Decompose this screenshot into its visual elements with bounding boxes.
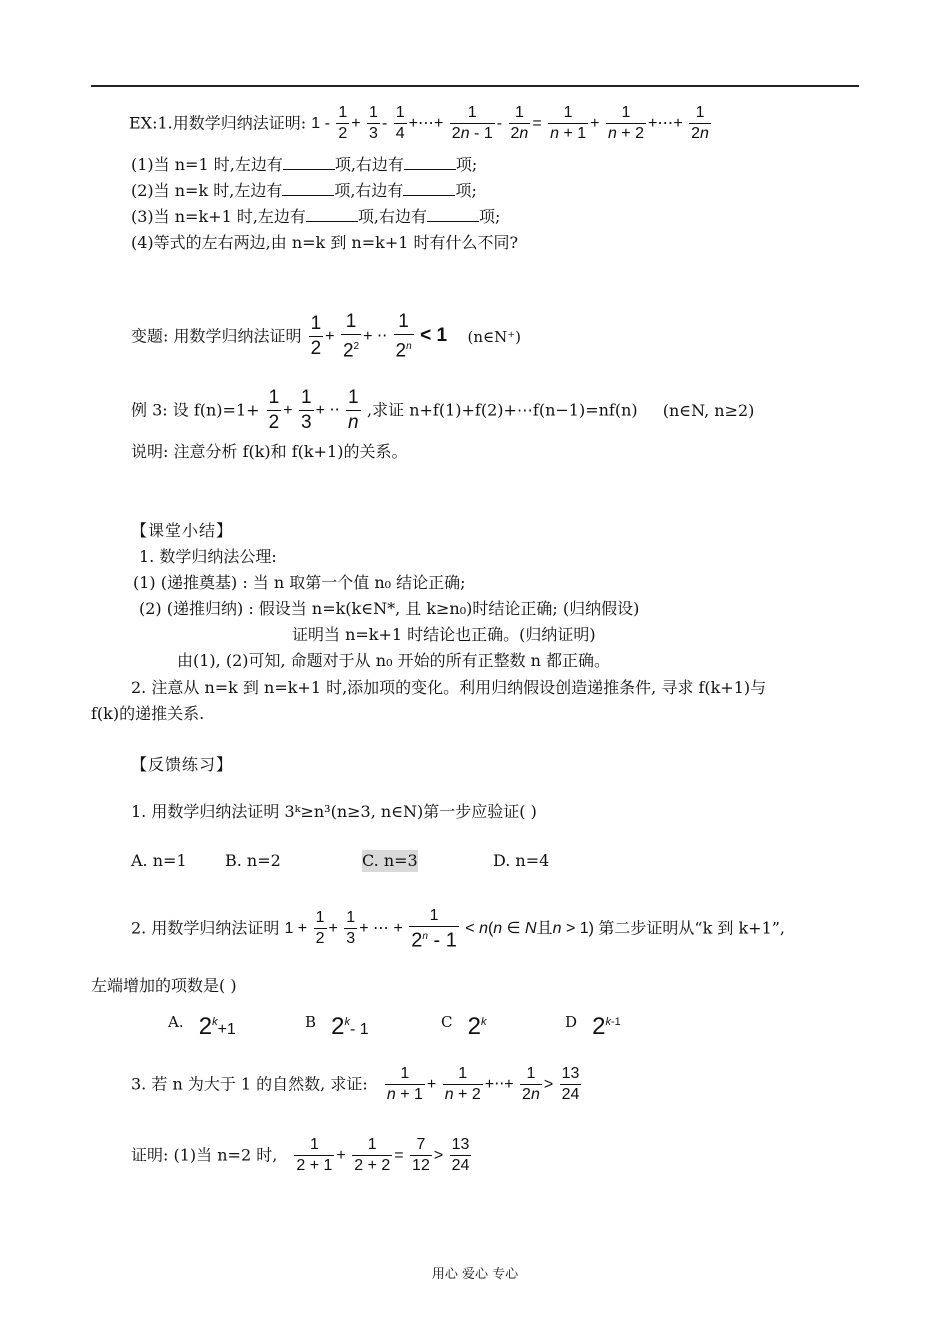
- q2-option-b: B 2$^k$- 1: [305, 1013, 369, 1040]
- page-footer: 用心 爱心 专心: [431, 1267, 519, 1282]
- q2-option-a: A. $2^k+1$: [168, 1013, 236, 1040]
- ex1-item-1: (1)当 n=1 时,左边有 项,右边有 项;: [131, 155, 478, 174]
- feedback-q1: 1. 用数学归纳法证明 3ᵏ≥n³(n≥3, n∈N)第一步应验证( ): [131, 802, 537, 821]
- proof-line: 证明: (1)当 n=2 时, $\frac{1}{2 + 1}$ + $\frac{1}{2 + 2}$ = $\frac{7}{12}$ > $\frac{13}{24}$: [131, 1136, 470, 1174]
- q1-option-c: C. n=3: [362, 851, 418, 870]
- feedback-q3: 3. 若 n 为大于 1 的自然数, 求证: $\frac{1}{n + 1}$ + $\frac{1}{n + 2}$ +⋅⋅+ $\frac{1}{2n}$ > $\frac{13}{24}$: [131, 1065, 580, 1103]
- ex1-prefix: EX:1.用数学归纳法证明:: [129, 113, 307, 133]
- ex1-item-3: (3)当 n=k+1 时,左边有 项,右边有 项;: [131, 207, 501, 226]
- ex1-equation: 1 - $\frac{1}{2}$ + $\frac{1}{3}$ - $\frac{1}{4}$ +⋯+ $\frac{1}{2n - 1}$ - $\frac{1}{2n}$ = $\frac{1}{n + 1}$ + $\frac{1}{n + 2}$ +⋯+ $\frac{1}{2n}$: [311, 104, 709, 142]
- summary-item-2a: 2. 注意从 n=k 到 n=k+1 时,添加项的变化。利用归纳假设创造递推条件, 寻求 f(k+1)与: [131, 678, 767, 697]
- summary-step-2: (2) (递推归纳) : 假设当 n=k(k∈N*, 且 k≥n₀)时结论正确; (归纳假设): [139, 599, 640, 618]
- feedback-q2-next: 左端增加的项数是( ): [91, 976, 237, 995]
- summary-item-1: 1. 数学归纳法公理:: [139, 547, 277, 566]
- q1-option-b: B. n=2: [225, 851, 281, 870]
- variant-statement: 变题: 用数学归纳法证明 $\frac{1}{2}$ + $\frac{1}{2^2}$ + ⋅⋅ $\frac{1}{2^n}$ < 1 (n∈N⁺): [131, 311, 522, 362]
- feedback-q2: 2. 用数学归纳法证明 1 + $\frac{1}{2}$ + $\frac{1}{3}$ + ⋯ + $\frac{1}{2^n - 1}$ < n(n ∈ N且n > 1) 第二步证明从“k 到 k+1”,: [131, 907, 786, 952]
- q2-option-d: D 2$^{k-1}$: [565, 1013, 621, 1040]
- q1-option-d: D. n=4: [493, 851, 550, 870]
- q1-option-a: A. n=1: [131, 851, 187, 870]
- example3-statement: 例 3: 设 f(n)=1+ $\frac{1}{2}$ + $\frac{1}{3}$ + ⋅⋅ $\frac{1}{n}$ ,求证 n+f(1)+f(2)+⋯f(n−1)=nf(n) (n∈N, n≥2): [131, 387, 755, 433]
- ex1-statement: [129, 103, 713, 144]
- header-rule: [91, 85, 859, 87]
- summary-heading: 【课堂小结】: [131, 521, 234, 540]
- feedback-heading: 【反馈练习】: [131, 755, 234, 774]
- example3-note: 说明: 注意分析 f(k)和 f(k+1)的关系。: [131, 442, 408, 461]
- summary-conclusion: 由(1), (2)可知, 命题对于从 n₀ 开始的所有正整数 n 都正确。: [177, 651, 611, 670]
- q2-option-c: C 2$^k$: [441, 1013, 487, 1040]
- ex1-item-4: (4)等式的左右两边,由 n=k 到 n=k+1 时有什么不同?: [131, 233, 519, 252]
- summary-step-1: (1) (递推奠基) : 当 n 取第一个值 n₀ 结论正确;: [133, 573, 466, 592]
- ex1-item-2: (2)当 n=k 时,左边有 项,右边有 项;: [131, 181, 477, 200]
- summary-item-2b: f(k)的递推关系.: [91, 704, 205, 723]
- summary-step-2b: 证明当 n=k+1 时结论也正确。(归纳证明): [292, 625, 596, 644]
